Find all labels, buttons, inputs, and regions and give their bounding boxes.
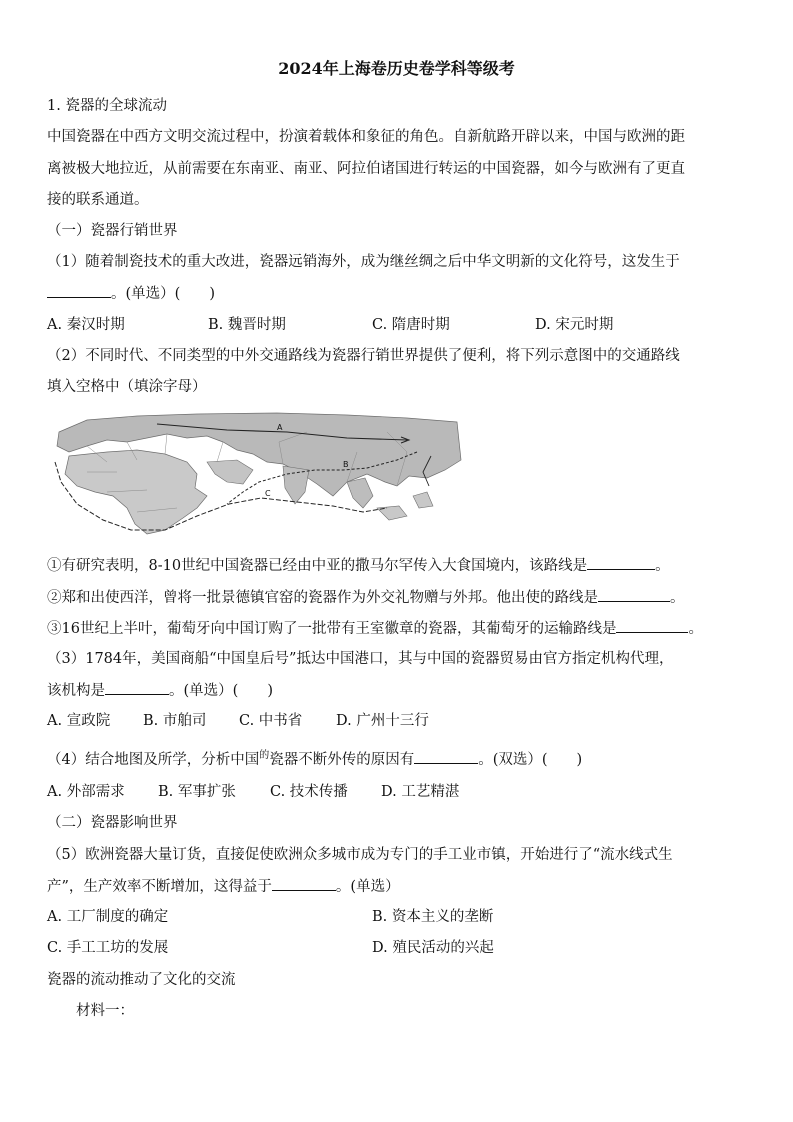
route-label-a: A <box>277 423 283 432</box>
q2-sub-3 <box>47 618 703 639</box>
q3-option-a[interactable]: A. 宣政院 <box>47 713 111 729</box>
q4-stem-prefix: （4）结合地图及所学，分析中国 <box>47 751 260 768</box>
route-label-b: B <box>343 460 349 469</box>
section-heading-2: （二）瓷器影响世界 <box>47 815 178 831</box>
answer-blank[interactable] <box>272 876 336 891</box>
section-heading-1: （一）瓷器行销世界 <box>47 223 178 239</box>
q4-option-b[interactable]: B. 军事扩张 <box>158 784 236 800</box>
q2-sub-1-text: ①有研究表明，8-10世纪中国瓷器已经由中亚的撒马尔罕传入大食国境内，该路线是 <box>47 558 588 574</box>
intro-line-3: 接的联系通道。 <box>47 192 149 208</box>
q2-sub-3-text: ③16世纪上半叶，葡萄牙向中国订购了一批带有王室徽章的瓷器，其葡萄牙的运输路线是 <box>47 621 617 637</box>
q5-stem-line-1: （5）欧洲瓷器大量订货，直接促使欧洲众多城市成为专门的手工业市镇，开始进行了“流水线式生 <box>47 847 673 863</box>
answer-blank[interactable] <box>414 749 478 764</box>
q5-option-a[interactable]: A. 工厂制度的确定 <box>47 909 169 925</box>
q2-sub-2 <box>47 587 685 608</box>
answer-blank[interactable] <box>587 555 655 570</box>
q3-option-d[interactable]: D. 广州十三行 <box>336 713 429 729</box>
q5-option-c[interactable]: C. 手工工坊的发展 <box>47 940 169 956</box>
q4-option-d[interactable]: D. 工艺精湛 <box>381 784 460 800</box>
q3-option-c[interactable]: C. 中书省 <box>239 713 303 729</box>
intro-line-1: 中国瓷器在中西方文明交流过程中，扮演着载体和象征的角色。自新航路开辟以来，中国与欧洲的距 <box>47 129 685 145</box>
q2-sub-1-suffix: 。 <box>655 558 670 574</box>
intro-line-2: 离被极大地拉近，从前需要在东南亚、南亚、阿拉伯诸国进行转运的中国瓷器，如今与欧洲有了更直 <box>47 161 685 177</box>
material-label: 材料一： <box>76 1003 134 1019</box>
q2-sub-2-suffix: 。 <box>670 590 685 606</box>
q4-option-c[interactable]: C. 技术传播 <box>270 784 348 800</box>
q1-option-d[interactable]: D. 宋元时期 <box>535 317 614 333</box>
route-label-c: C <box>265 489 271 498</box>
q3-stem-suffix: 。(单选）( ) <box>169 683 273 699</box>
q4-stem-mid: 瓷器不断外传的原因有 <box>269 751 415 768</box>
q1-stem-line-1: （1）随着制瓷技术的重大改进，瓷器远销海外，成为继丝绸之后中华文明新的文化符号，这发生于 <box>47 254 680 270</box>
q1-stem-suffix: 。(单选）( ) <box>111 286 215 302</box>
q2-sub-2-text: ②郑和出使西洋，曾将一批景德镇官窑的瓷器作为外交礼物赠与外邦。他出使的路线是 <box>47 590 598 606</box>
q3-stem-line-2 <box>47 680 273 701</box>
q3-option-b[interactable]: B. 市舶司 <box>143 713 207 729</box>
question-1-heading: 1. 瓷器的全球流动 <box>47 98 167 114</box>
q4-option-a[interactable]: A. 外部需求 <box>47 784 125 800</box>
q5-stem-suffix: 。(单选） <box>335 879 400 895</box>
q5-stem-line-2 <box>47 876 400 897</box>
q5-option-d[interactable]: D. 殖民活动的兴起 <box>372 940 494 956</box>
q1-stem-line-2 <box>47 283 215 304</box>
q2-stem-line-1: （2）不同时代、不同类型的中外交通路线为瓷器行销世界提供了便利，将下列示意图中的交通路线 <box>47 348 680 364</box>
q3-stem-prefix: 该机构是 <box>47 683 105 699</box>
q2-stem-line-2: 填入空格中（填涂字母） <box>47 379 207 395</box>
answer-blank[interactable] <box>47 283 111 298</box>
q5-option-b[interactable]: B. 资本主义的垄断 <box>372 909 494 925</box>
answer-blank[interactable] <box>616 618 688 633</box>
answer-blank[interactable] <box>105 680 169 695</box>
trade-route-map <box>47 412 463 536</box>
q4-stem-mark: 的 <box>259 750 270 761</box>
q2-sub-3-suffix: 。 <box>688 621 703 637</box>
q5-stem-prefix: 产”，生产效率不断增加，这得益于 <box>47 879 272 895</box>
answer-blank[interactable] <box>598 587 670 602</box>
q1-option-b[interactable]: B. 魏晋时期 <box>208 317 286 333</box>
page-title: 2024年上海卷历史卷学科等级考 <box>278 59 515 78</box>
q1-option-c[interactable]: C. 隋唐时期 <box>372 317 450 333</box>
q2-sub-1 <box>47 555 670 576</box>
map-graphic <box>47 412 463 536</box>
q3-stem-line-1: （3）1784年，美国商船“中国皇后号”抵达中国港口，其与中国的瓷器贸易由官方指定机构代理， <box>47 651 674 667</box>
q4-stem-suffix: 。(双选）( ) <box>478 751 583 768</box>
q1-option-a[interactable]: A. 秦汉时期 <box>47 317 125 333</box>
q4-stem <box>47 746 582 770</box>
closing-line: 瓷器的流动推动了文化的交流 <box>47 972 236 988</box>
